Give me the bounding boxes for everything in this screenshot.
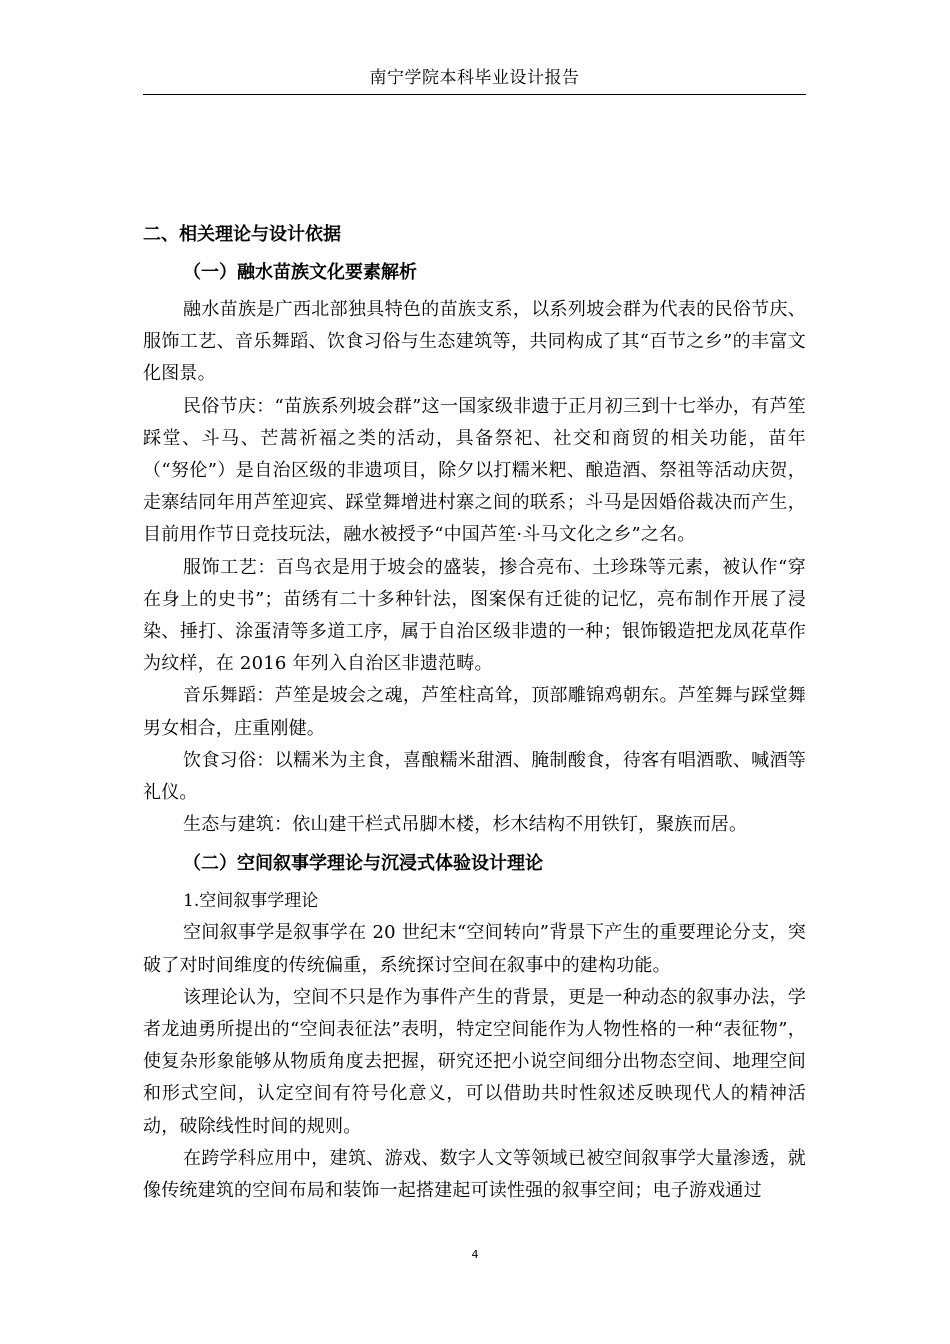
paragraph: 民俗节庆：“苗族系列坡会群”这一国家级非遗于正月初三到十七举办，有芦笙踩堂、斗马、芒蒿祈福之类的活动，具备祭祀、社交和商贸的相关功能，苗年（“努伦”）是自治区级的非遗项目，除夕以打糯米粑、酿造酒、祭祖等活动庆贺，走寨结同年用芦笙迎宾、踩堂舞增进村寨之间的联系；斗马是因婚俗裁决而产生，目前用作节日竞技玩法，融水被授予“中国芦笙·斗马文化之乡”之名。 [143, 395, 806, 546]
subsection-heading-1: （一）融水苗族文化要素解析 [183, 262, 417, 283]
paragraph: 融水苗族是广西北部独具特色的苗族支系，以系列坡会群为代表的民俗节庆、服饰工艺、音乐舞蹈、饮食习俗与生态建筑等，共同构成了其“百节之乡”的丰富文化图景。 [143, 299, 806, 385]
section-heading: 二、相关理论与设计依据 [143, 224, 341, 245]
paragraph: 服饰工艺：百鸟衣是用于坡会的盛装，掺合亮布、土珍珠等元素，被认作“穿在身上的史书”；苗绣有二十多种针法，图案保有迁徙的记忆，亮布制作开展了浸染、捶打、涂蛋清等多道工序，属于自治区级非遗的一种；银饰锻造把龙凤花草作为纹样，在 2016 年列入自治区非遗范畴。 [143, 556, 806, 675]
subsection-heading-2: （二）空间叙事学理论与沉浸式体验设计理论 [183, 853, 543, 875]
paragraph: 空间叙事学是叙事学在 20 世纪末“空间转向”背景下产生的重要理论分支，突破了对时间维度的传统偏重，系统探讨空间在叙事中的建构功能。 [143, 922, 806, 976]
paragraph: 生态与建筑：依山建干栏式吊脚木楼，杉木结构不用铁钉，聚族而居。 [183, 814, 748, 836]
paragraph: 在跨学科应用中，建筑、游戏、数字人文等领域已被空间叙事学大量渗透，就像传统建筑的空间布局和装饰一起搭建起可读性强的叙事空间；电子游戏通过 [143, 1147, 806, 1202]
page-header: 南宁学院本科毕业设计报告 [369, 68, 580, 88]
body-content [143, 218, 806, 1207]
item-heading: 1.空间叙事学理论 [183, 891, 319, 912]
paragraph: 该理论认为，空间不只是作为事件产生的背景，更是一种动态的叙事办法，学者龙迪勇所提出的“空间表征法”表明，特定空间能作为人物性格的一种“表征物”，使复杂形象能够从物质角度去把握，研究还把小说空间细分出物态空间、地理空间和形式空间，认定空间有符号化意义，可以借助共时性叙述反映现代人的精神活动，破除线性时间的规则。 [143, 986, 806, 1137]
paragraph: 饮食习俗：以糯米为主食，喜酿糯米甜酒、腌制酸食，待客有唱酒歌、喊酒等礼仪。 [143, 749, 806, 804]
paragraph: 音乐舞蹈：芦笙是坡会之魂，芦笙柱高耸，顶部雕锦鸡朝东。芦笙舞与踩堂舞男女相合，庄重刚健。 [143, 685, 806, 739]
page-number: 4 [471, 1248, 479, 1261]
header-divider [143, 94, 806, 95]
